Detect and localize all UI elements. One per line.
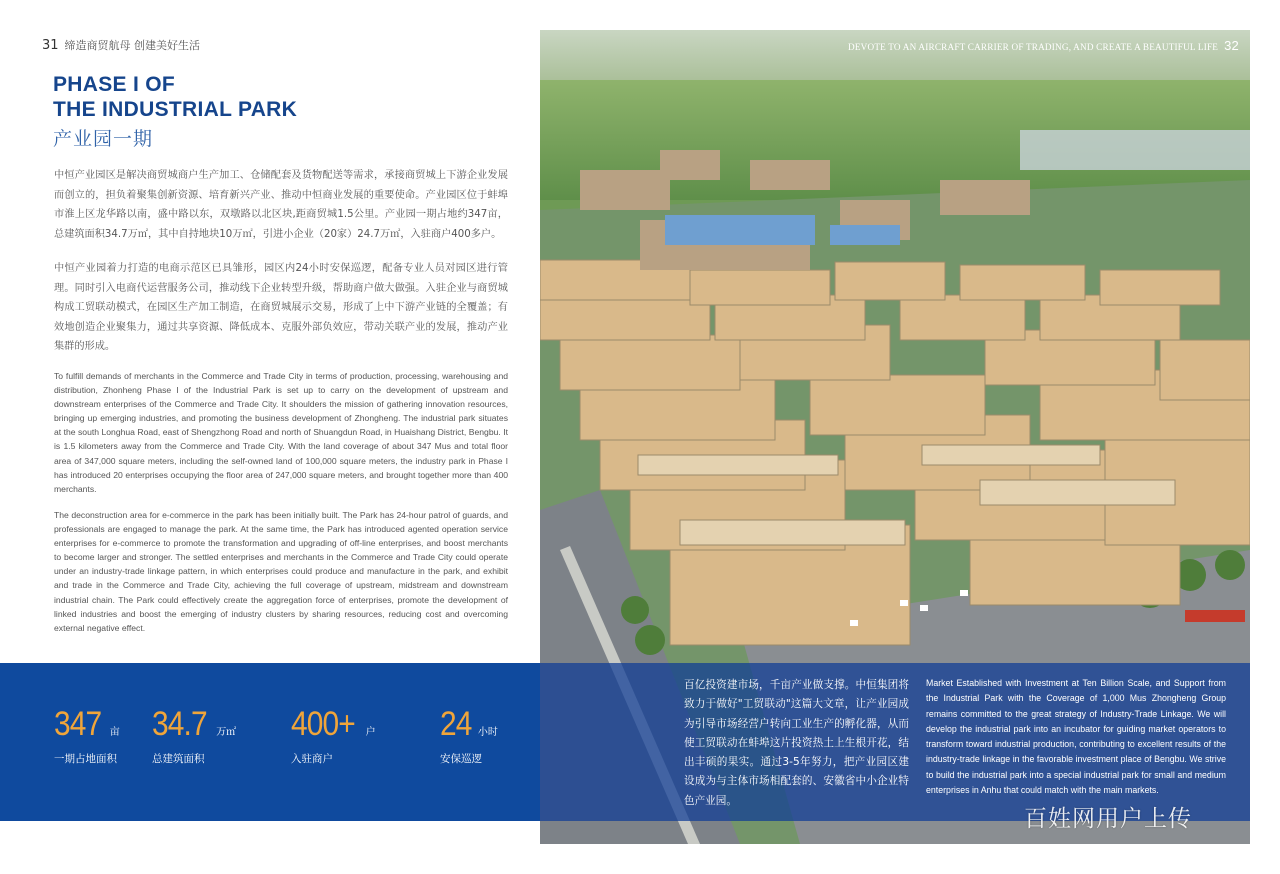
body-en-paragraph-1: To fulfill demands of merchants in the Commerce and Trade City in terms of production, processing, warehousing and distribution, Zhonheng Phase I of the Industrial Park is set up to carry on the development of upstream and downstream enterprises of the Commerce and Trade City. It shoulders the mission of gathering innovation resources, bringing up emerging industries, and promoting the business development of Zhongheng. The industrial park situates at the south Longhua Road, east of Shengzhong Road and north of Shuangdun Road, in Huaishang District, Bengbu. It is 1.5 kilometers away from the Commerce and Trade City. With the land coverage of about 347 Mus and total floor area of 347,000 square meters, including the self-owned land of 100,000 square meters, the industry park in Phase I has introduced 20 enterprises occupying the floor area of 247,000 square meters, and brought together more than 400 merchants. <box>54 371 508 494</box>
stat-label: 安保巡逻 <box>440 753 482 765</box>
stat-value: 400+ <box>291 705 355 743</box>
right-page-number: 32 <box>1224 38 1239 53</box>
band-english-text: Market Established with Investment at Ten Billion Scale, and Support from the Industrial Park with the Coverage of 1,000 Mus Zhongheng Group remains committed to the great strategy of Industry-Trade Linkage. We will develop the industrial park into an incubator for guiding market operators to transform toward industrial production, contributing to excellent results of the industry-trade linkage in the favorable investment place of Bengbu. We strive to build the industrial park into a special industrial park for small and medium enterprises in Anhu that could match with the main markets. <box>926 678 1226 796</box>
left-page-number: 31 <box>42 38 59 53</box>
title-en-line1: PHASE I OF <box>53 73 176 96</box>
left-header-slogan: 缔造商贸航母 创建美好生活 <box>64 39 201 52</box>
band-chinese-text: 百亿投资建市场，千亩产业做支撑。中恒集团将致力于做好"工贸联动"这篇大文章，让产业园成为引导市场经营户转向工业生产的孵化器，从而使工贸联动在蚌埠这片投资热土上生根开花，结出丰硕的果实。通过3-5年努力，把产业园区建设成为与主体市场相配套的、安徽省中小企业特色产业园。 <box>684 679 909 807</box>
title-english <box>53 72 297 122</box>
title-en-line2: THE INDUSTRIAL PARK <box>53 98 298 121</box>
stat-security-patrol <box>440 705 498 765</box>
stat-value: 347 <box>54 705 102 743</box>
stat-unit: 万㎡ <box>216 727 237 738</box>
stat-label: 总建筑面积 <box>152 753 205 765</box>
stat-land-area <box>54 705 120 765</box>
stat-unit: 户 <box>365 727 376 738</box>
stat-unit: 小时 <box>477 727 498 738</box>
stat-floor-area <box>152 705 237 765</box>
stat-merchants <box>291 705 376 765</box>
body-en-paragraph-2: The deconstruction area for e-commerce in the park has been initially built. The Park has 24-hour patrol of guards, and professionals are engaged to manage the park. At the same time, the Park has introduced agented operation service enterprises for e-commerce to promote the transformation and upgrading of off-line enterprises, and boost merchants to become larger and stronger. The settled enterprises and merchants in the Commerce and Trade City could operate under an industry-trade linkage pattern, in which enterprises could produce and manufacture in the park, and exhibit and trade in the Commerce and Trade City, achieving the full coverage of upstream, midstream and downstream industrial chain. The Park could effectively create the aggregation force of enterprises, promote the development of linked industries and boost the emerging of industry clusters by sharing resources, reducing cost and overcoming external negative effect. <box>54 510 508 633</box>
stat-value: 34.7 <box>152 705 207 743</box>
stat-unit: 亩 <box>109 727 120 738</box>
left-page-header <box>42 37 200 53</box>
right-header-slogan: DEVOTE TO AN AIRCRAFT CARRIER OF TRADING, AND CREATE A BEAUTIFUL LIFE <box>848 42 1219 52</box>
stat-label: 入驻商户 <box>291 753 333 765</box>
title-chinese: 产业园一期 <box>53 128 154 150</box>
stat-label: 一期占地面积 <box>54 753 117 765</box>
watermark: 百姓网用户上传 <box>1024 806 1192 832</box>
right-page-header <box>848 38 1239 53</box>
body-cn-paragraph-2: 中恒产业园着力打造的电商示范区已具雏形，园区内24小时安保巡逻，配备专业人员对园区进行管理。同时引入电商代运营服务公司，推动线下企业转型升级，帮助商户做大做强。入驻企业与商贸城构成工贸联动模式，在园区生产加工制造，在商贸城展示交易，形成了上中下游产业链的全覆盖；有效地创造企业聚集力，通过共享资源、降低成本、克服外部负效应，带动关联产业的发展，推动产业集群的形成。 <box>54 263 508 353</box>
stat-value: 24 <box>440 705 472 743</box>
body-cn-paragraph-1: 中恒产业园区是解决商贸城商户生产加工、仓储配套及货物配送等需求，承接商贸城上下游企业发展而创立的，担负着聚集创新资源、培育新兴产业、推动中恒商业发展的重要使命。产业园区位于蚌埠市淮上区龙华路以南，盛中路以东，双墩路以北区块,距商贸城1.5公里。产业园一期占地约347亩，总建筑面积34.7万㎡，其中自持地块10万㎡，引进小企业（20家）24.7万㎡，入驻商户400多户。 <box>54 170 508 240</box>
